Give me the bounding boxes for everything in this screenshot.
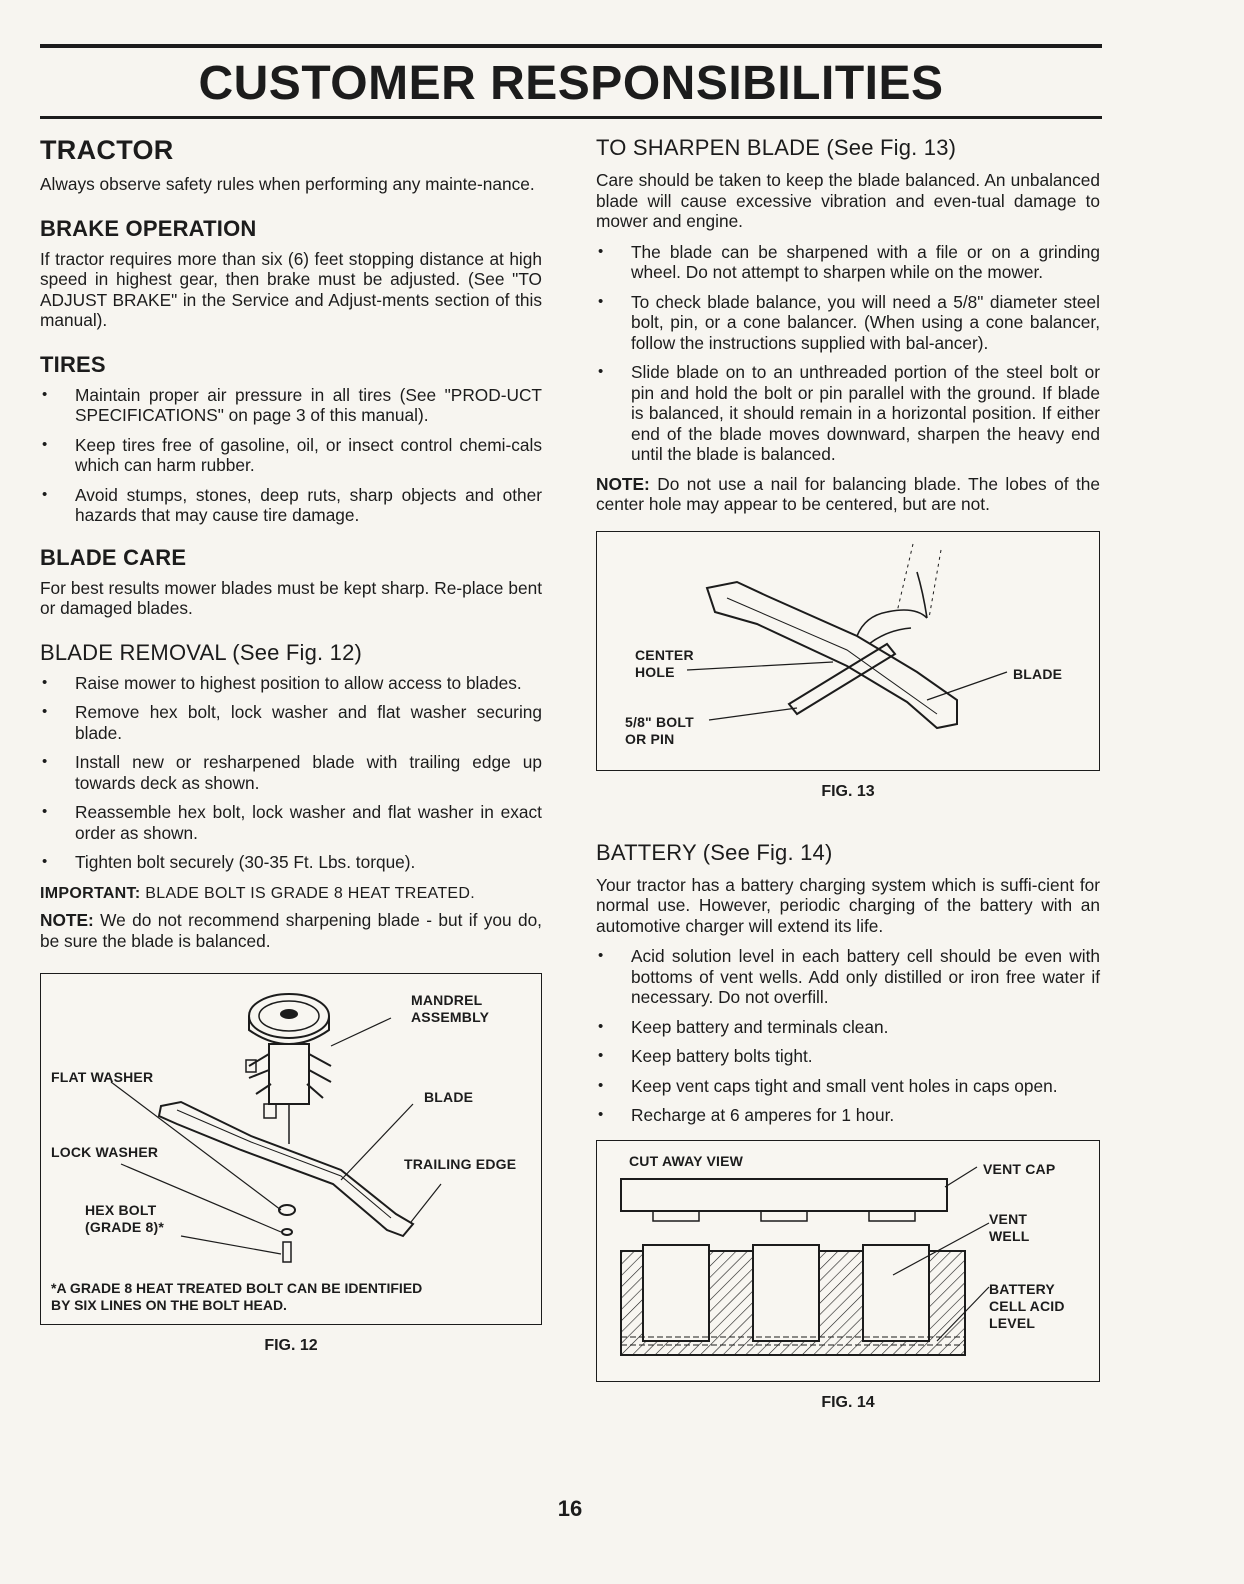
fig12-footnote <box>51 1280 422 1314</box>
important-note <box>40 882 542 905</box>
battery-section <box>596 839 1100 1126</box>
fig12-label-flat-washer: FLAT WASHER <box>51 1069 154 1085</box>
battery-text: Your tractor has a battery charging system which is suffi-cient for normal use. However, periodic charging of the battery with an automotive charger will extend its life. <box>596 874 1100 936</box>
top-rule <box>40 44 1102 48</box>
fig14-label-level: LEVEL <box>989 1314 1036 1331</box>
fig12-label-hex-bolt: HEX BOLT <box>85 1202 157 1218</box>
sharpen-list <box>596 242 1100 465</box>
list-item: • Keep battery bolts tight. <box>596 1046 1100 1067</box>
battery-heading: BATTERY (See Fig. 14) <box>596 839 833 865</box>
fig12-caption: FIG. 12 <box>264 1337 318 1354</box>
title-underline <box>40 116 1102 119</box>
blade-removal-section <box>40 639 542 952</box>
list-item: • Avoid stumps, stones, deep ruts, sharp objects and other hazards that may cause tire damage. <box>40 485 542 526</box>
sharpen-heading: TO SHARPEN BLADE (See Fig. 13) <box>596 135 957 160</box>
fig14-label-battery: BATTERY <box>989 1280 1055 1297</box>
fig14-label-vent: VENT <box>989 1210 1028 1227</box>
list-item: • Maintain proper air pressure in all tires (See "PROD-UCT SPECIFICATIONS" on page 3 of this manual). <box>40 385 542 426</box>
fig12-label-mandrel: MANDREL <box>411 992 483 1008</box>
blade-removal-note <box>40 910 542 951</box>
list-item: • Remove hex bolt, lock washer and flat washer securing blade. <box>40 702 542 743</box>
sharpen-note <box>596 474 1100 515</box>
fig13-caption: FIG. 13 <box>821 782 875 800</box>
sharpen-section <box>596 134 1100 515</box>
fig12-label-grade: (GRADE 8)* <box>85 1219 165 1235</box>
fig14-label-cell-acid: CELL ACID <box>989 1297 1065 1314</box>
blade-care-text: For best results mower blades must be kept sharp. Re-place bent or damaged blades. <box>40 577 542 618</box>
fig14-diagram <box>596 1140 1100 1382</box>
list-item: • Raise mower to highest position to allow access to blades. <box>40 673 542 694</box>
note-label: NOTE: <box>596 473 650 494</box>
blade-care-heading: BLADE CARE <box>40 544 187 570</box>
list-item: • Reassemble hex bolt, lock washer and flat washer in exact order as shown. <box>40 802 542 843</box>
tractor-text: Always observe safety rules when performing any mainte-nance. <box>40 174 535 194</box>
fig12-label-assembly: ASSEMBLY <box>411 1009 490 1025</box>
brake-heading: BRAKE OPERATION <box>40 215 257 241</box>
list-item: • Keep battery and terminals clean. <box>596 1017 1100 1038</box>
fig12-label-trailing-edge: TRAILING EDGE <box>404 1156 517 1172</box>
note-label: NOTE: <box>40 910 94 930</box>
fig14-label-vent-cap: VENT CAP <box>983 1160 1056 1177</box>
fig14-label-cut-away: CUT AWAY VIEW <box>629 1152 744 1169</box>
tires-list <box>40 385 542 526</box>
list-item: • Acid solution level in each battery cell should be even with bottoms of vent wells. Add only distilled or iron free water if necessary. Do not overfill. <box>596 946 1100 1008</box>
fig12-label-blade: BLADE <box>424 1089 474 1105</box>
page-number: 16 <box>557 1496 583 1521</box>
fig13-label-blade: BLADE <box>1013 665 1063 682</box>
fig12-diagram <box>40 973 542 1325</box>
brake-section <box>40 215 542 331</box>
fig13-diagram <box>596 531 1100 771</box>
blade-care-section <box>40 544 542 619</box>
note-text: We do not recommend sharpening blade - but if you do, be sure the blade is balanced. <box>40 910 542 951</box>
fig12-footnote-line1: *A GRADE 8 HEAT TREATED BOLT CAN BE IDENTIFIED <box>51 1280 423 1296</box>
fig12-footnote-line2: BY SIX LINES ON THE BOLT HEAD. <box>51 1297 287 1313</box>
blade-removal-heading: BLADE REMOVAL (See Fig. 12) <box>40 639 363 665</box>
battery-list <box>596 946 1100 1126</box>
note-text: Do not use a nail for balancing blade. The lobes of the center hole may appear to be centered, but are not. <box>596 473 1100 514</box>
fig13-label-bolt: 5/8" BOLT <box>625 713 694 730</box>
left-column <box>40 134 542 1355</box>
list-item: • Keep vent caps tight and small vent holes in caps open. <box>596 1076 1100 1097</box>
tractor-heading: TRACTOR <box>40 135 174 165</box>
important-text: BLADE BOLT IS GRADE 8 HEAT TREATED. <box>145 884 475 902</box>
list-item: • Tighten bolt securely (30-35 Ft. Lbs. torque). <box>40 852 542 873</box>
list-item: • Slide blade on to an unthreaded portion of the steel bolt or pin and hold the bolt or pin parallel with the ground. If blade is balanced, it should remain in a horizontal position. If either end of the blade moves downward, sharpen the heavy end until the blade is balanced. <box>596 362 1100 465</box>
tires-heading: TIRES <box>40 351 106 377</box>
fig14-drawing <box>597 1141 1099 1381</box>
fig13-label-or-pin: OR PIN <box>625 730 675 747</box>
list-item: • The blade can be sharpened with a file or on a grinding wheel. Do not attempt to sharpen while on the mower. <box>596 242 1100 283</box>
page-title: CUSTOMER RESPONSIBILITIES <box>198 57 944 110</box>
list-item: • To check blade balance, you will need a 5/8" diameter steel bolt, pin, or a cone balancer. (When using a cone balancer, follow the instructions supplied with bal-ancer). <box>596 292 1100 354</box>
fig14-label-well: WELL <box>989 1227 1030 1244</box>
brake-text: If tractor requires more than six (6) feet stopping distance at high speed in highest gear, then brake must be adjusted. (See "TO ADJUST BRAKE" in the Service and Adjust-ments section of this manual). <box>40 248 542 330</box>
sharpen-text: Care should be taken to keep the blade balanced. An unbalanced blade will cause excessive vibration and even-tual damage to mower and engine. <box>596 170 1100 231</box>
fig13-label-hole: HOLE <box>635 663 675 680</box>
tractor-section <box>40 134 542 195</box>
right-column <box>596 134 1100 1412</box>
list-item: • Keep tires free of gasoline, oil, or insect control chemi-cals which can harm rubber. <box>40 435 542 476</box>
fig13-label-center: CENTER <box>635 646 694 663</box>
important-label: IMPORTANT: <box>40 884 141 902</box>
fig12-label-lock-washer: LOCK WASHER <box>51 1144 159 1160</box>
fig14-caption: FIG. 14 <box>821 1393 875 1411</box>
list-item: • Install new or resharpened blade with trailing edge up towards deck as shown. <box>40 752 542 793</box>
list-item: • Recharge at 6 amperes for 1 hour. <box>596 1105 1100 1126</box>
tires-section <box>40 351 542 526</box>
blade-removal-list <box>40 673 542 873</box>
